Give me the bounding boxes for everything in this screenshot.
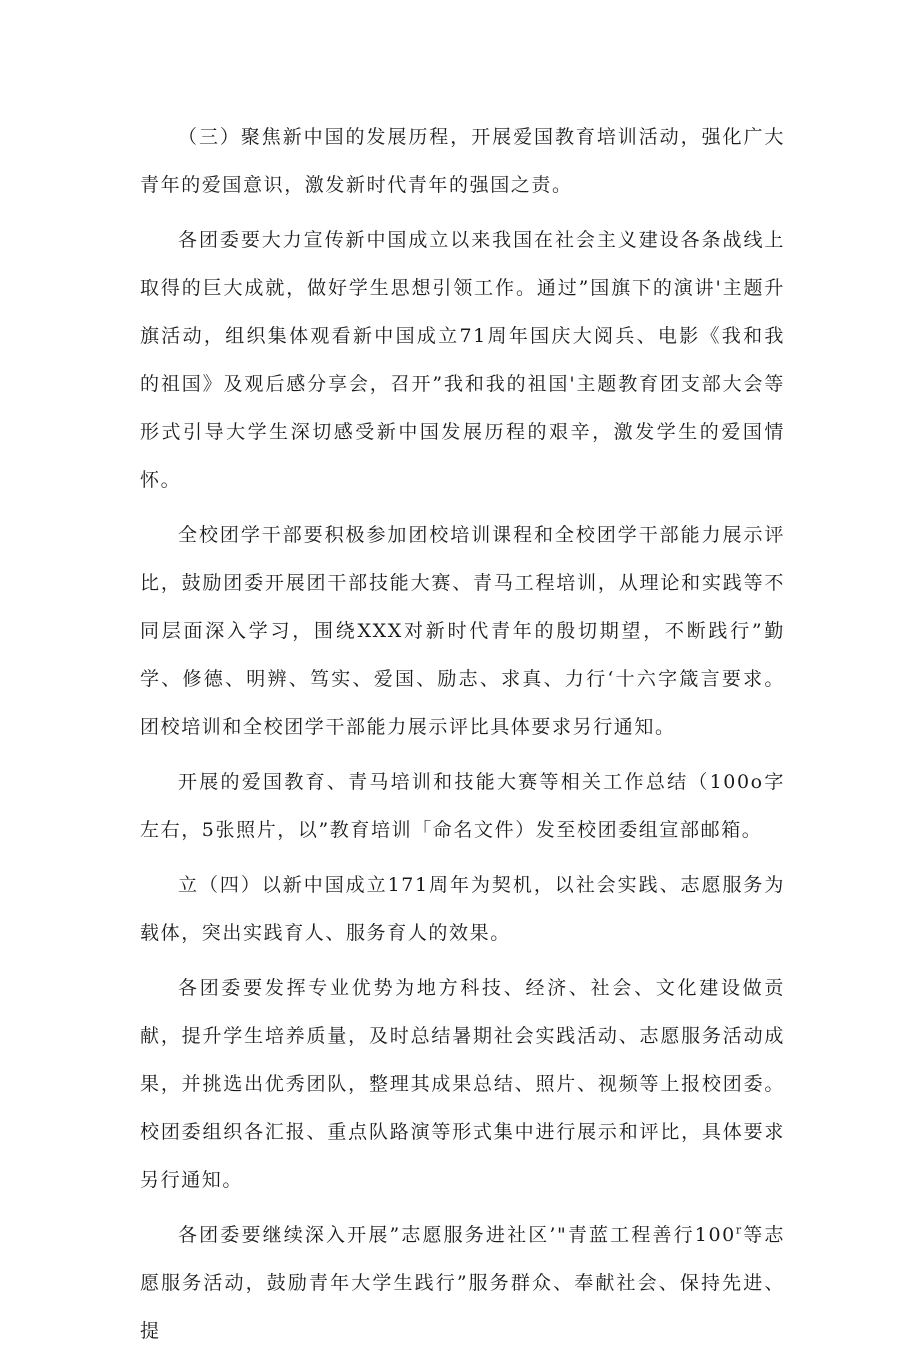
paragraph-7 (140, 1211, 785, 1355)
paragraph-2: 各团委要大力宣传新中国成立以来我国在社会主义建设各条战线上取得的巨大成就，做好学生思想引领工作。通过”国旗下的演讲'主题升旗活动，组织集体观看新中国成立71周年国庆大阅兵、电影《我和我的祖国》及观后感分享会，召开”我和我的祖国'主题教育团支部大会等形式引导大学生深切感受新中国发展历程的艰辛，激发学生的爱国情怀。 (140, 229, 785, 491)
paragraph-4: 开展的爱国教育、青马培训和技能大赛等相关工作总结（100o字左右，5张照片，以”教育培训「命名文件）发至校团委组宣部邮箱。 (140, 771, 785, 841)
document-body (140, 113, 785, 1362)
paragraph-7-superscript: r (735, 1223, 743, 1237)
paragraph-5: 立（四）以新中国成立171周年为契机，以社会实践、志愿服务为载体，突出实践育人、服务育人的效果。 (140, 874, 785, 944)
paragraph-1: （三）聚焦新中国的发展历程，开展爱国教育培训活动，强化广大青年的爱国意识，激发新时代青年的强国之责。 (140, 126, 785, 196)
paragraph-3: 全校团学干部要积极参加团校培训课程和全校团学干部能力展示评比，鼓励团委开展团干部技能大赛、青马工程培训，从理论和实践等不同层面深入学习，围绕XXX对新时代青年的殷切期望，不断践行”勤学、修德、明辨、笃实、爱国、励志、求真、力行‘十六字箴言要求。团校培训和全校团学干部能力展示评比具体要求另行通知。 (140, 524, 785, 738)
paragraph-7-text-before: 各团委要继续深入开展”志愿服务进社区’"青蓝工程善行100 (178, 1224, 736, 1246)
paragraph-6: 各团委要发挥专业优势为地方科技、经济、社会、文化建设做贡献，提升学生培养质量，及时总结暑期社会实践活动、志愿服务活动成果，并挑选出优秀团队，整理其成果总结、照片、视频等上报校团委。校团委组织各汇报、重点队路演等形式集中进行展示和评比，具体要求另行通知。 (140, 977, 785, 1191)
paragraph-7-text-after: 等志愿服务活动，鼓励青年大学生践行”服务群众、奉献社会、保持先进、提 (140, 1224, 785, 1342)
